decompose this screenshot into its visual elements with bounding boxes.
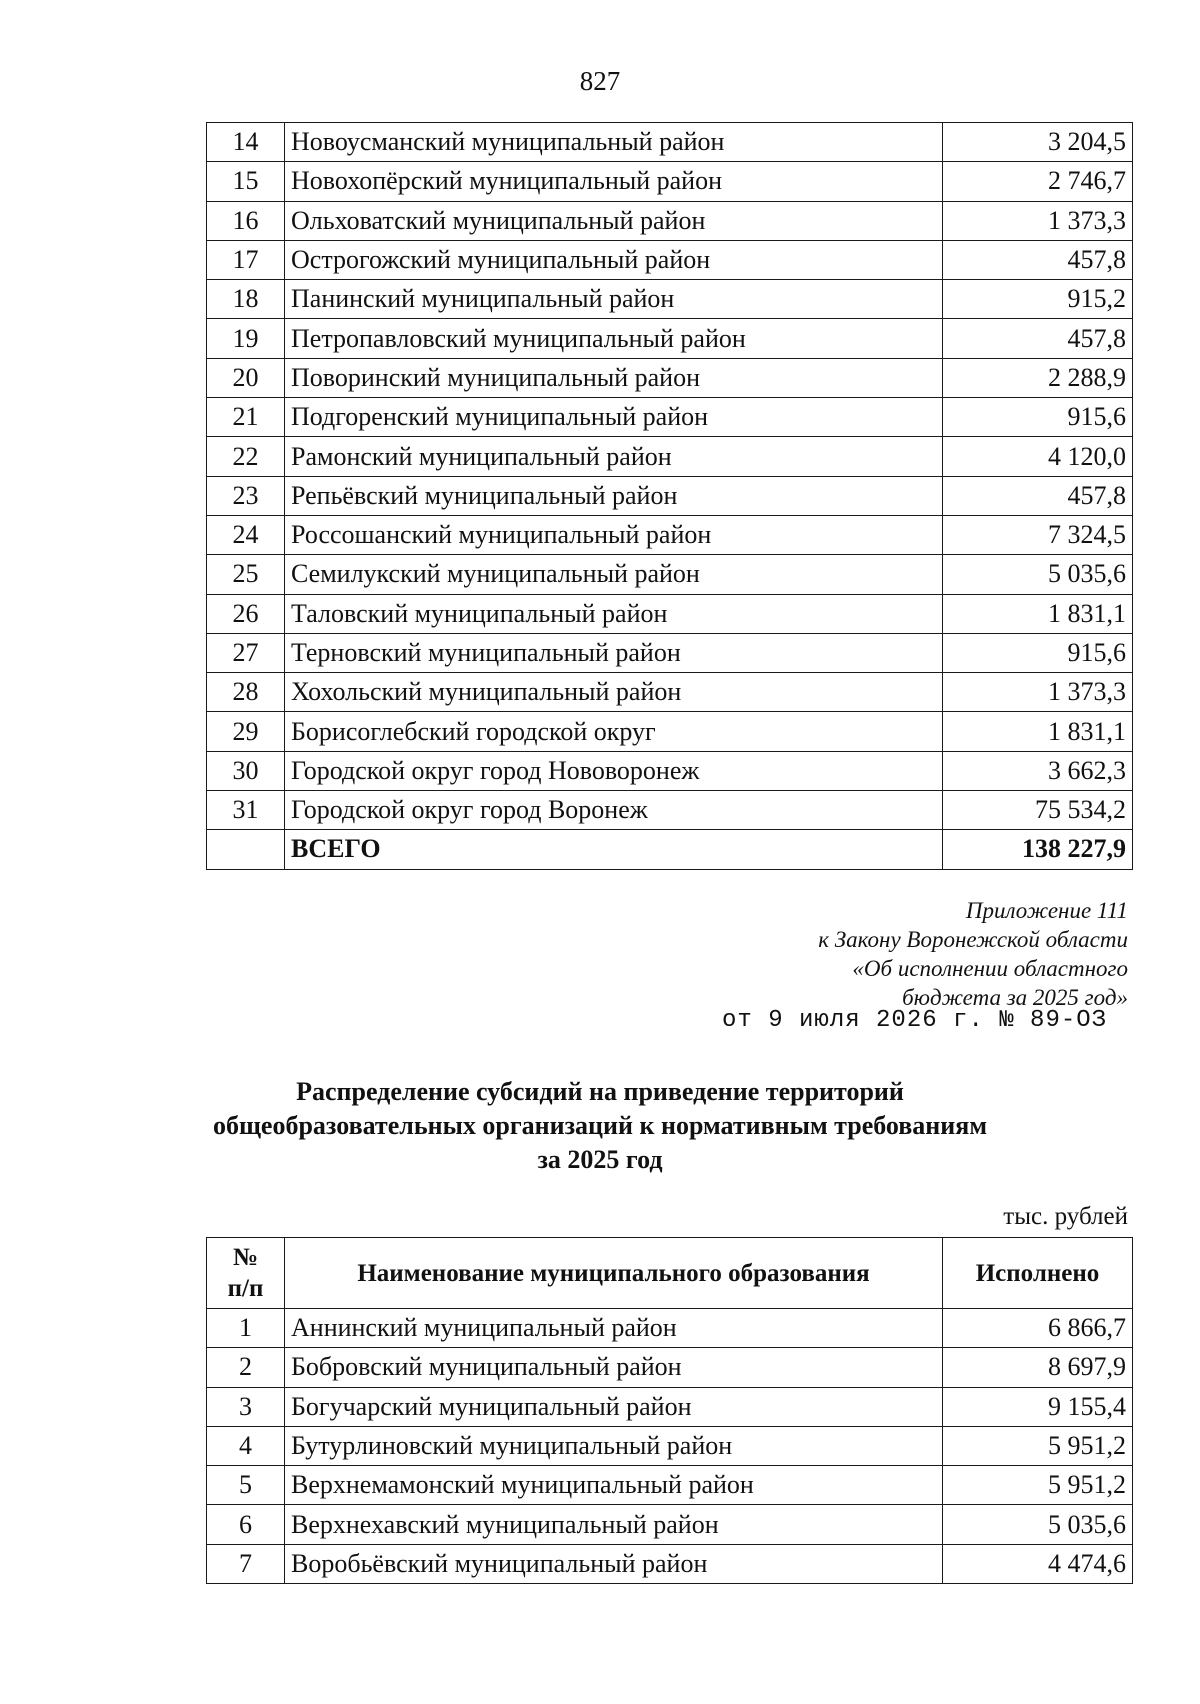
row-value: 5 951,2 (943, 1426, 1133, 1465)
row-name: Рамонский муниципальный район (285, 437, 943, 476)
row-name: Ольховатский муниципальный район (285, 201, 943, 240)
appendix-line: Приложение 111 (965, 898, 1128, 923)
table-row (207, 1387, 1133, 1426)
row-value: 5 035,6 (943, 1505, 1133, 1544)
row-name: Панинский муниципальный район (285, 280, 943, 319)
row-name: Поворинский муниципальный район (285, 358, 943, 397)
row-name: Городской округ город Воронеж (285, 791, 943, 830)
row-number: 22 (207, 437, 285, 476)
table-row (207, 673, 1133, 712)
row-number: 27 (207, 633, 285, 672)
row-name: Бутурлиновский муниципальный район (285, 1426, 943, 1465)
title-line: общеобразовательных организаций к нормативным требованиям (212, 1111, 988, 1140)
page-number: 827 (579, 66, 621, 96)
row-number: 3 (207, 1387, 285, 1426)
table-row (207, 280, 1133, 319)
row-number: 6 (207, 1505, 285, 1544)
table-row (207, 1426, 1133, 1465)
row-name: Верхнехавский муниципальный район (285, 1505, 943, 1544)
appendix-line: к Закону Воронежской области (818, 927, 1128, 952)
row-number: 7 (207, 1544, 285, 1583)
column-header-name: Наименование муниципального образования (285, 1238, 943, 1309)
row-value: 457,8 (943, 476, 1133, 515)
row-number: 1 (207, 1309, 285, 1348)
row-name: Острогожский муниципальный район (285, 240, 943, 279)
row-number: 14 (207, 123, 285, 162)
document-title (0, 1075, 1200, 1177)
row-value: 7 324,5 (943, 515, 1133, 554)
table-row (207, 712, 1133, 751)
row-name: Аннинский муниципальный район (285, 1309, 943, 1348)
column-header-value: Исполнено (943, 1238, 1133, 1309)
table-row (207, 633, 1133, 672)
table-row (207, 751, 1133, 790)
row-number: 24 (207, 515, 285, 554)
table-body (207, 1309, 1133, 1584)
table-row (207, 1505, 1133, 1544)
row-value: 9 155,4 (943, 1387, 1133, 1426)
table-row (207, 1466, 1133, 1505)
table-row (207, 240, 1133, 279)
subsidy-table (206, 1237, 1133, 1584)
units-label: тыс. рублей (1003, 1203, 1128, 1230)
row-name: Бобровский муниципальный район (285, 1348, 943, 1387)
table-row (207, 358, 1133, 397)
row-name: Петропавловский муниципальный район (285, 319, 943, 358)
row-name: Борисоглебский городской округ (285, 712, 943, 751)
appendix-note (818, 896, 1128, 1012)
table-row (207, 791, 1133, 830)
row-name: Таловский муниципальный район (285, 594, 943, 633)
header-num-line: п/п (227, 1275, 264, 1302)
row-name: Новоусманский муниципальный район (285, 123, 943, 162)
table-row (207, 437, 1133, 476)
row-value: 1 373,3 (943, 201, 1133, 240)
row-number: 21 (207, 398, 285, 437)
appendix-line: «Об исполнении областного (852, 956, 1128, 981)
row-value: 1 831,1 (943, 712, 1133, 751)
row-number: 23 (207, 476, 285, 515)
row-number: 19 (207, 319, 285, 358)
row-value: 457,8 (943, 319, 1133, 358)
row-name: Хохольский муниципальный район (285, 673, 943, 712)
row-name: Воробьёвский муниципальный район (285, 1544, 943, 1583)
table-row (207, 476, 1133, 515)
row-value: 4 120,0 (943, 437, 1133, 476)
row-value: 6 866,7 (943, 1309, 1133, 1348)
row-name: Новохопёрский муниципальный район (285, 162, 943, 201)
row-number: 26 (207, 594, 285, 633)
row-name: ВСЕГО (285, 830, 943, 869)
table-row (207, 594, 1133, 633)
row-name: Семилукский муниципальный район (285, 555, 943, 594)
row-value: 915,6 (943, 398, 1133, 437)
row-number: 20 (207, 358, 285, 397)
table-row (207, 1544, 1133, 1583)
row-number: 2 (207, 1348, 285, 1387)
row-value: 2 288,9 (943, 358, 1133, 397)
table-row (207, 1348, 1133, 1387)
row-value: 2 746,7 (943, 162, 1133, 201)
row-value: 457,8 (943, 240, 1133, 279)
row-number: 15 (207, 162, 285, 201)
table-row (207, 201, 1133, 240)
row-number: 29 (207, 712, 285, 751)
row-value: 4 474,6 (943, 1544, 1133, 1583)
row-name: Подгоренский муниципальный район (285, 398, 943, 437)
row-number: 18 (207, 280, 285, 319)
row-name: Россошанский муниципальный район (285, 515, 943, 554)
subsidy-table-continued (206, 122, 1133, 870)
row-value: 138 227,9 (943, 830, 1133, 869)
table-row (207, 515, 1133, 554)
title-line: Распределение субсидий на приведение территорий (296, 1077, 904, 1106)
row-value: 8 697,9 (943, 1348, 1133, 1387)
row-number: 28 (207, 673, 285, 712)
row-number: 31 (207, 791, 285, 830)
row-name: Терновский муниципальный район (285, 633, 943, 672)
column-header-number (207, 1238, 285, 1309)
table-header-row (207, 1238, 1133, 1309)
row-number: 4 (207, 1426, 285, 1465)
table-row (207, 555, 1133, 594)
row-value: 915,6 (943, 633, 1133, 672)
appendix-line: бюджета за 2025 год» (902, 985, 1128, 1010)
row-name: Верхнемамонский муниципальный район (285, 1466, 943, 1505)
header-num-line: № (232, 1244, 259, 1271)
row-value: 3 204,5 (943, 123, 1133, 162)
row-value: 5 951,2 (943, 1466, 1133, 1505)
row-value: 1 373,3 (943, 673, 1133, 712)
row-name: Богучарский муниципальный район (285, 1387, 943, 1426)
title-line: за 2025 год (537, 1145, 663, 1174)
appendix-date: от 9 июля 2026 г. № 89-ОЗ (722, 1007, 1108, 1034)
table-row (207, 123, 1133, 162)
row-name: Репьёвский муниципальный район (285, 476, 943, 515)
row-name: Городской округ город Нововоронеж (285, 751, 943, 790)
row-number: 25 (207, 555, 285, 594)
row-number (207, 830, 285, 869)
row-number: 17 (207, 240, 285, 279)
row-value: 75 534,2 (943, 791, 1133, 830)
row-number: 16 (207, 201, 285, 240)
table-body (207, 123, 1133, 870)
table-row (207, 162, 1133, 201)
table-row (207, 830, 1133, 869)
row-value: 3 662,3 (943, 751, 1133, 790)
table-row (207, 319, 1133, 358)
row-value: 1 831,1 (943, 594, 1133, 633)
row-value: 5 035,6 (943, 555, 1133, 594)
table-row (207, 398, 1133, 437)
row-number: 30 (207, 751, 285, 790)
table-row (207, 1309, 1133, 1348)
row-value: 915,2 (943, 280, 1133, 319)
row-number: 5 (207, 1466, 285, 1505)
